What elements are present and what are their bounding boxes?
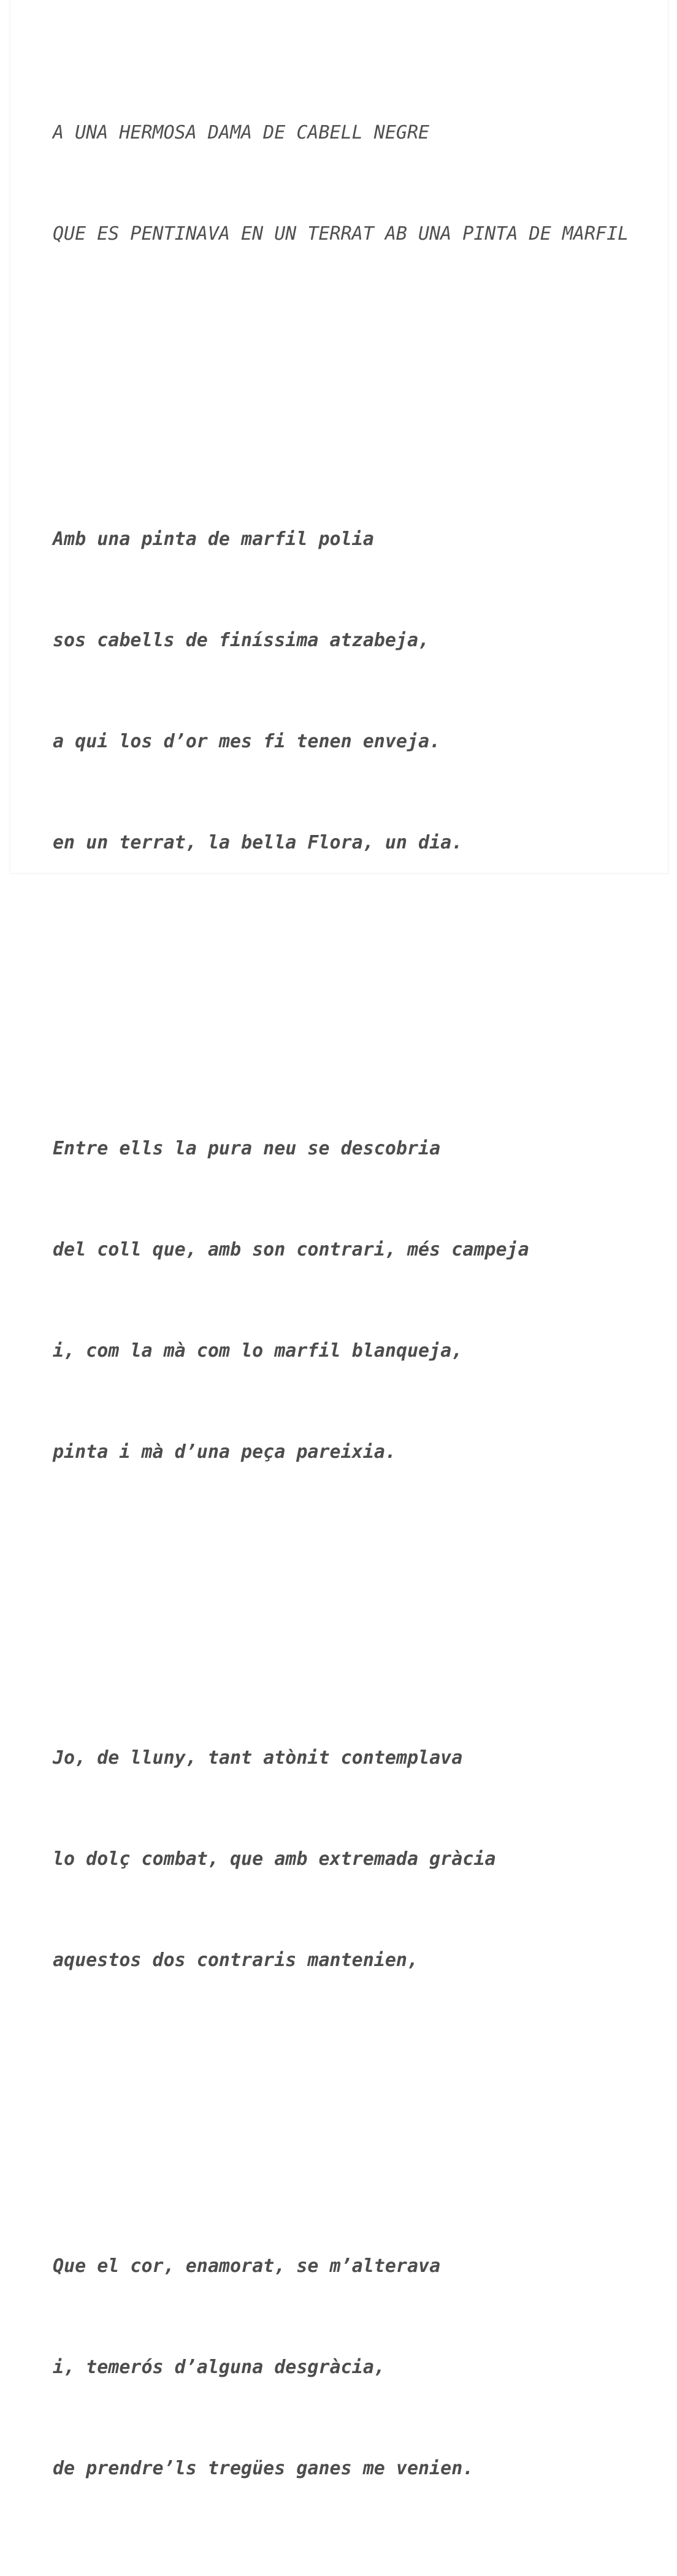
poem-title-line: A UNA HERMOSA DAMA DE CABELL NEGRE	[53, 122, 430, 143]
verse-line: Entre ells la pura neu se descobria	[53, 1138, 441, 1159]
verse-line: lo dolç combat, que amb extremada gràcia	[53, 1848, 496, 1870]
verse-line: sos cabells de finíssima atzabeja,	[53, 630, 430, 651]
stanza-4	[53, 2182, 641, 2553]
verse-line: Que el cor, enamorat, se m’alterava	[53, 2255, 441, 2277]
stanza-1	[53, 455, 641, 927]
poem	[53, 25, 641, 2576]
verse-line: a qui los d’or mes fi tenen enveja.	[53, 731, 441, 752]
poem-title	[53, 48, 641, 318]
verse-line: i, com la mà com lo marfil blanqueja,	[53, 1340, 463, 1362]
verse-line: pinta i mà d’una peça pareixia.	[53, 1441, 396, 1463]
stanza-2	[53, 1064, 641, 1536]
verse-line: i, temerós d’alguna desgràcia,	[53, 2357, 385, 2378]
document-page	[10, 0, 668, 2479]
stanza-3	[53, 1674, 641, 2044]
verse-line: en un terrat, la bella Flora, un dia.	[53, 832, 463, 853]
verse-line: Jo, de lluny, tant atònit contemplava	[53, 1747, 463, 1769]
verse-line: del coll que, amb son contrari, més campeja	[53, 1239, 529, 1260]
verse-line: aquestos dos contraris mantenien,	[53, 1949, 419, 1971]
verse-line: Amb una pinta de marfil polia	[53, 528, 374, 550]
poem-title-line: QUE ES PENTINAVA EN UN TERRAT AB UNA PINTA DE MARFIL	[53, 223, 629, 245]
verse-line: de prendre’ls tregües ganes me venien.	[53, 2458, 474, 2479]
